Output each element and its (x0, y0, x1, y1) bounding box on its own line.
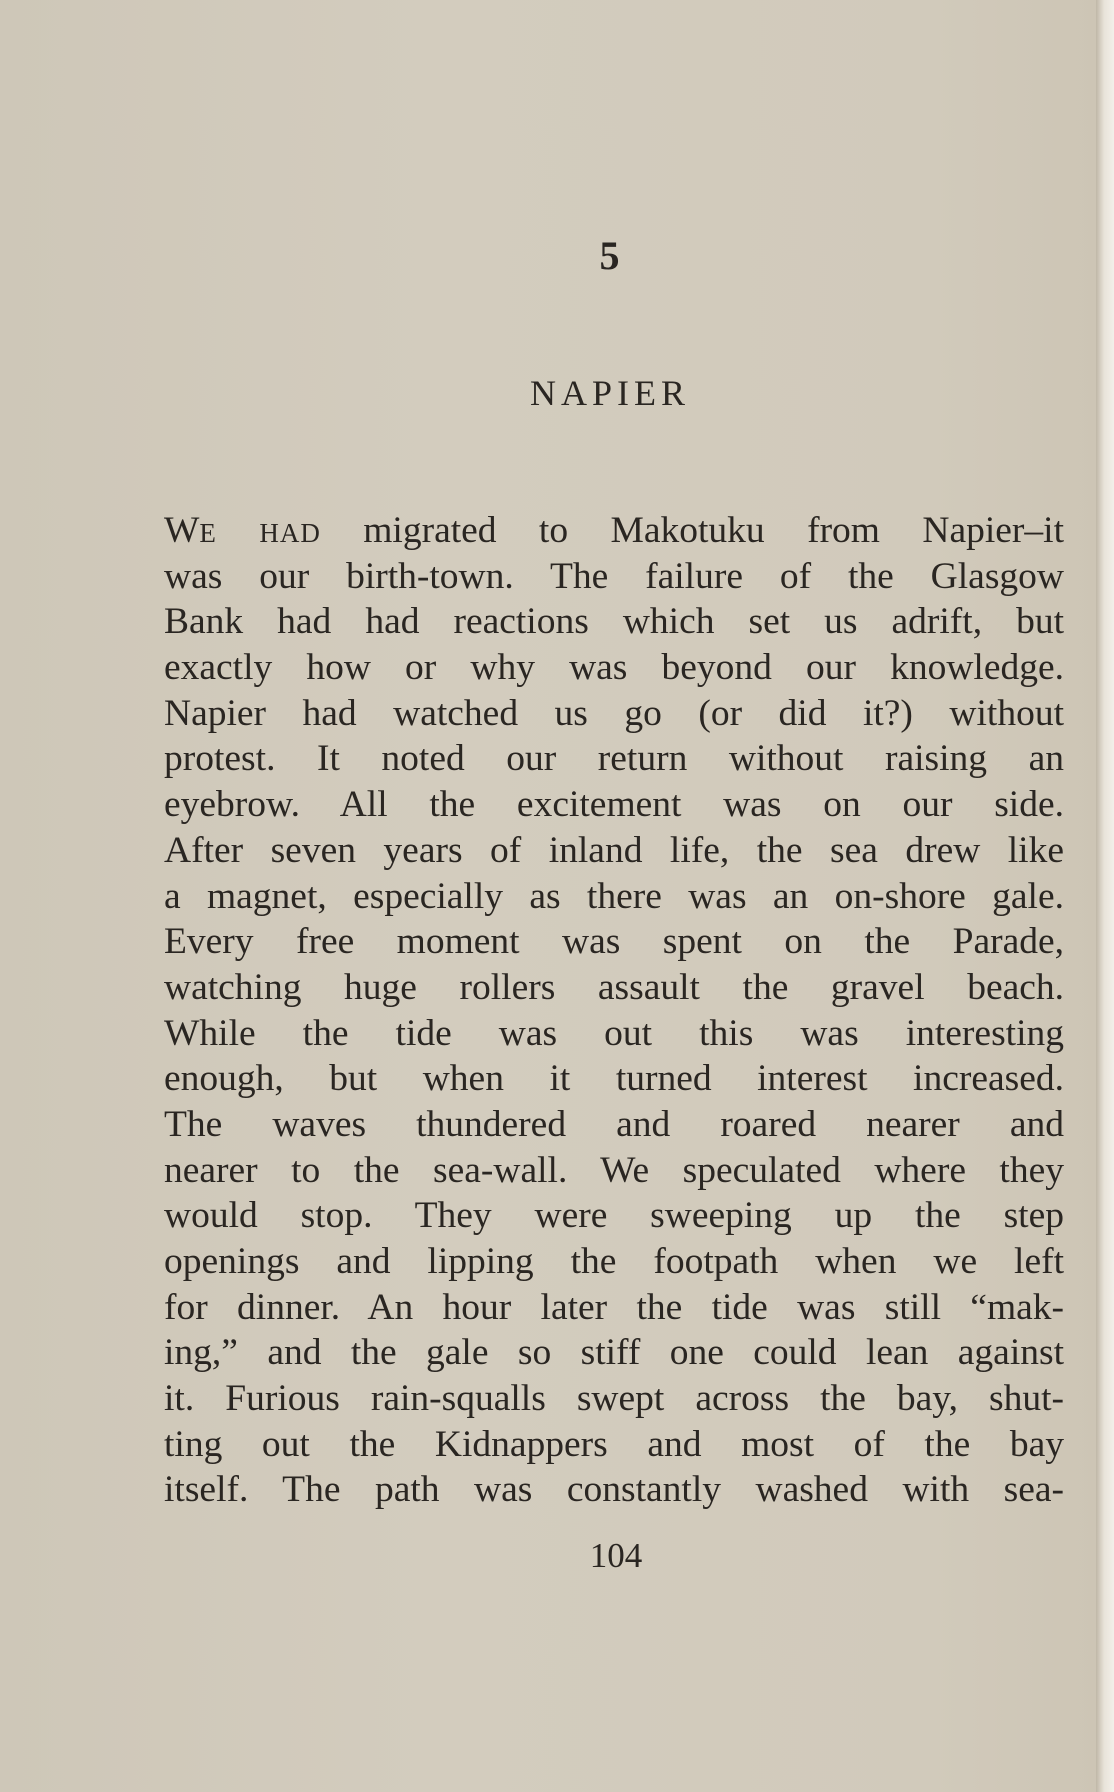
text-line: nearer to the sea-wall. We speculated where they (164, 1149, 1064, 1191)
small-cap-word-1: E (199, 518, 217, 548)
chapter-number: 5 (599, 233, 621, 278)
text-line: it. Furious rain-squalls swept across the bay, shut- (164, 1378, 1064, 1420)
text-line: enough, but when it turned interest increased. (164, 1058, 1064, 1100)
text-line: would stop. They were sweeping up the step (164, 1195, 1064, 1237)
text-line: protest. It noted our return without raising an (164, 738, 1064, 780)
text-line: openings and lipping the footpath when we left (164, 1241, 1064, 1282)
text-line: exactly how or why was beyond our knowledge. (164, 647, 1064, 689)
text-line: ing,” and the gale so stiff one could lean against (164, 1332, 1064, 1374)
small-cap-word-2: HAD (259, 518, 321, 548)
text-line: itself. The path was constantly washed with sea- (164, 1469, 1064, 1511)
text-line: was our birth-town. The failure of the Glasgow (164, 555, 1064, 597)
chapter-title: NAPIER (529, 373, 690, 413)
body-text (164, 508, 1064, 1513)
text-line: Every free moment was spent on the Parade, (164, 921, 1064, 963)
drop-small-cap-first-letter: W (164, 510, 200, 551)
text-line: a magnet, especially as there was an on-shore gale. (164, 875, 1064, 917)
text-line: eyebrow. All the excitement was on our side. (164, 784, 1064, 826)
text-line: Bank had had reactions which set us adrift, but (164, 601, 1064, 643)
text-line: watching huge rollers assault the gravel beach. (164, 966, 1064, 1008)
page-number: 104 (589, 1536, 643, 1575)
text-line: for dinner. An hour later the tide was still “mak- (164, 1286, 1064, 1328)
text-line-opening (164, 508, 1064, 554)
text-line: Napier had watched us go (or did it?) without (164, 692, 1064, 734)
opening-line-text: migrated to Makotuku from Napier–it (320, 510, 1065, 551)
page-edge (1096, 0, 1114, 1792)
text-line: While the tide was out this was interesting (164, 1012, 1064, 1054)
text-line: The waves thundered and roared nearer and (164, 1103, 1064, 1145)
text-line: After seven years of inland life, the sea drew like (164, 829, 1064, 871)
text-line: ting out the Kidnappers and most of the bay (164, 1423, 1064, 1465)
